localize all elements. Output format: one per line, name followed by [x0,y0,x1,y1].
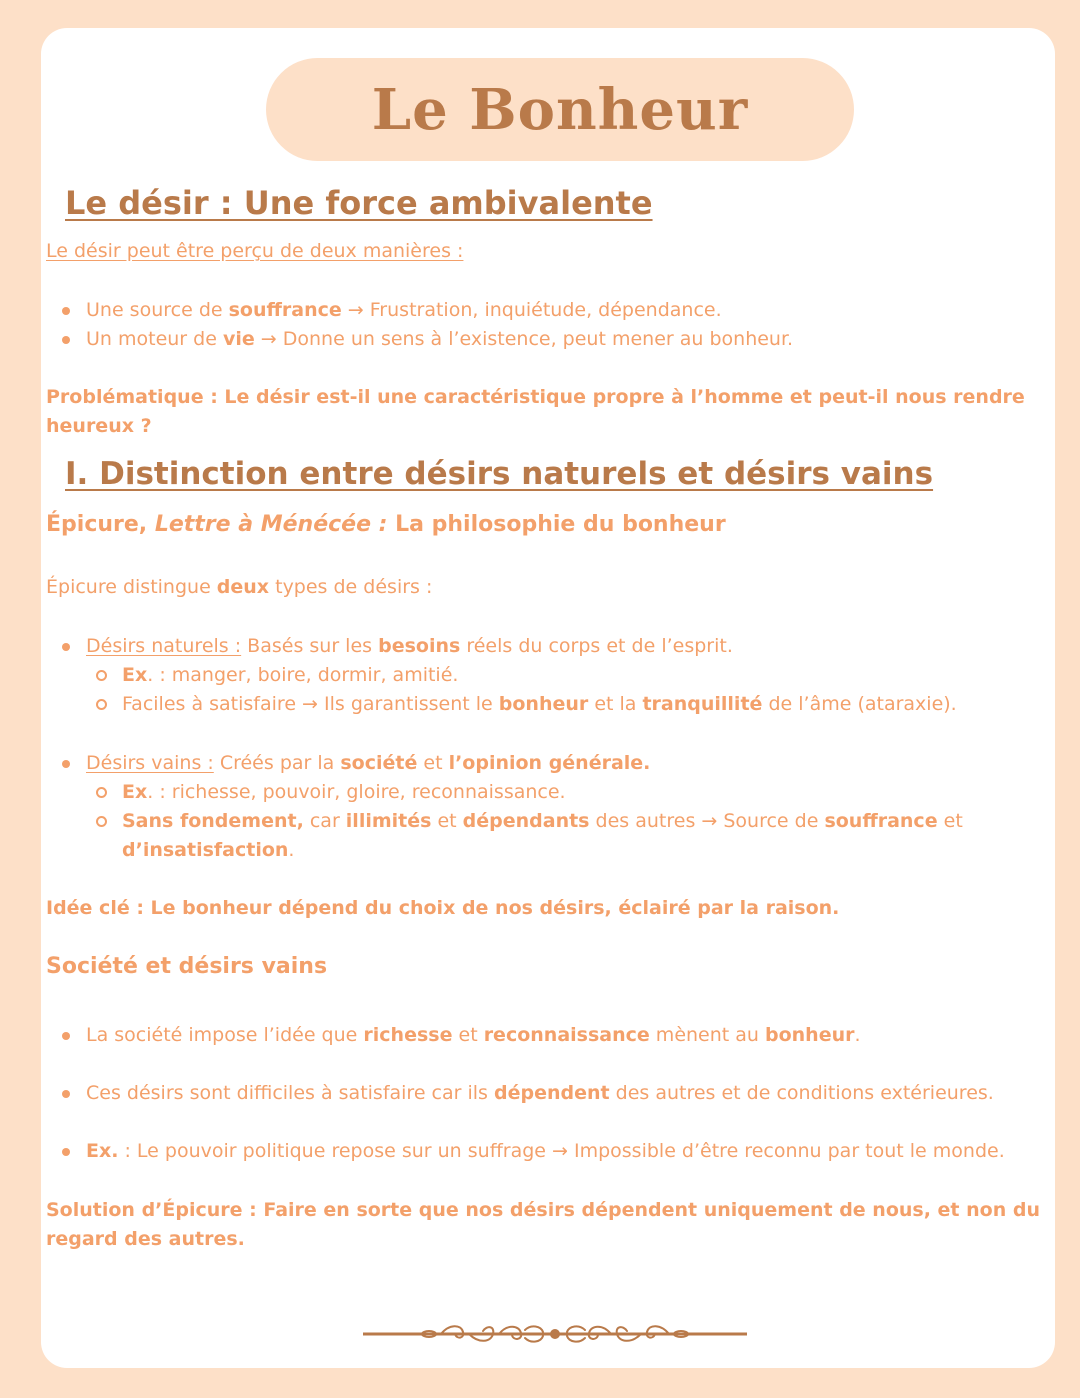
sub-list-item: Faciles à satisfaire → Ils garantissent le bonheur et la tranquillité de l’âme (ataraxie). [46,690,957,719]
desire-list [46,296,793,354]
page-card [41,28,1055,1368]
title-banner [266,58,854,161]
list-item-vain: Désirs vains : Créés par la société et l’opinion générale. [46,749,963,778]
list-item-natural: Désirs naturels : Basés sur les besoins réels du corps et de l’esprit. [46,632,957,661]
page-title: Le Bonheur [371,76,749,143]
list-item: La société impose l’idée que richesse et reconnaissance mènent au bonheur. [46,1021,1005,1050]
list-item: Une source de souffrance → Frustration, inquiétude, dépendance. [46,296,793,325]
list-item: Un moteur de vie → Donne un sens à l’existence, peut mener au bonheur. [46,325,793,354]
sub-list-item-continuation: d’insatisfaction. [122,839,295,861]
sub-list-item: Sans fondement, car illimités et dépendants des autres → Source de souffrance et [46,807,963,836]
natural-desires-list [46,632,957,719]
types-intro: Épicure distingue deux types de désirs : [46,576,433,598]
sub-list-item: Ex. : manger, boire, dormir, amitié. [46,661,957,690]
source-reference: Épicure, Lettre à Ménécée : La philosophie du bonheur [46,512,726,537]
list-item: Ex. : Le pouvoir politique repose sur un suffrage → Impossible d’être reconnu par tout le monde. [46,1137,1005,1166]
flourish-divider-icon [363,1322,747,1346]
problem-statement: Problématique : Le désir est-il une caractéristique propre à l’homme et peut-il nous rendre heureux ? [46,386,1025,437]
sub-list-item: Ex. : richesse, pouvoir, gloire, reconnaissance. [46,778,963,807]
section-heading-society: Société et désirs vains [46,954,328,979]
vain-desires-list [46,749,963,865]
list-item: Ces désirs sont difficiles à satisfaire car ils dépendent des autres et de conditions extérieures. [46,1079,1005,1108]
section-heading-distinction: I. Distinction entre désirs naturels et désirs vains [65,456,934,492]
society-list [46,1021,1005,1166]
solution-statement: Solution d’Épicure : Faire en sorte que nos désirs dépendent uniquement de nous, et non du regard des autres. [46,1199,1040,1250]
key-idea: Idée clé : Le bonheur dépend du choix de nos désirs, éclairé par la raison. [46,897,840,919]
section-heading-desire: Le désir : Une force ambivalente [65,184,653,222]
intro-text: Le désir peut être perçu de deux manières : [46,240,464,262]
